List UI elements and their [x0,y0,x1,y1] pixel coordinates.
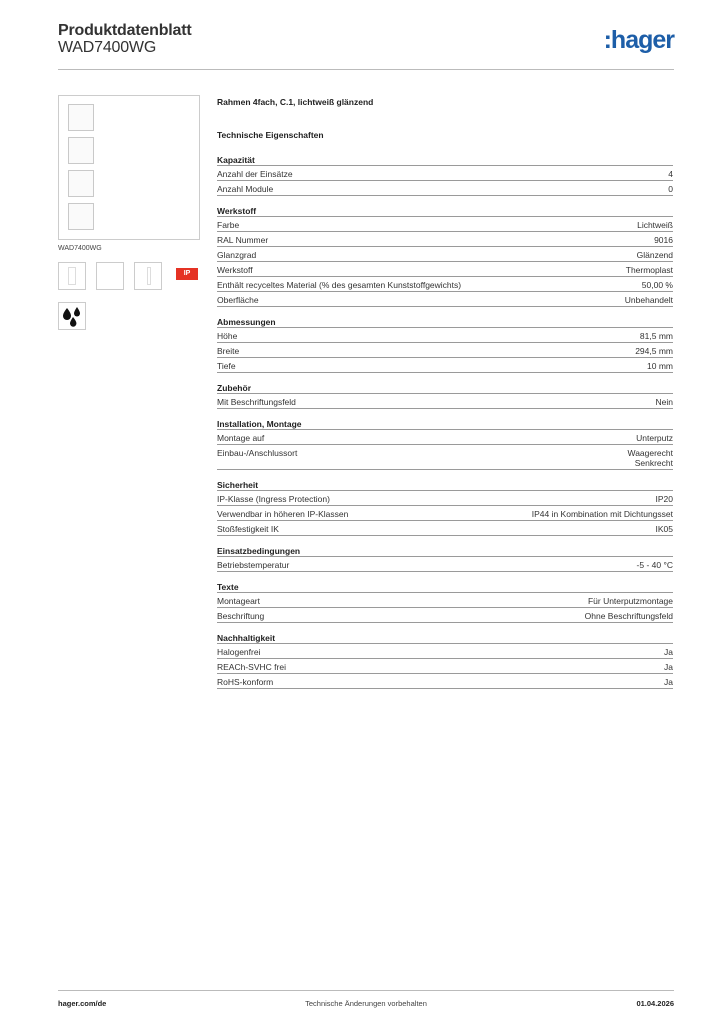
spec-value-line: Unbehandelt [624,295,673,305]
spec-row [217,557,673,572]
spec-value-line: IP44 in Kombination mit Dichtungsset [531,509,673,519]
spec-section [217,633,673,689]
spec-section [217,546,673,572]
footer-website-link[interactable]: hager.com/de [58,999,107,1008]
spec-section [217,419,673,470]
spec-row [217,608,673,623]
spec-value [654,235,673,245]
spec-section [217,206,673,307]
spec-value-line: 81,5 mm [639,331,673,341]
spec-value-line: 9016 [654,235,673,245]
spec-value-line: Senkrecht [634,458,673,468]
spec-row [217,181,673,196]
section-title: Kapazität [217,155,673,166]
spec-row [217,217,673,232]
spec-value [668,184,673,194]
spec-section [217,155,673,196]
spec-value [664,662,673,672]
spec-value [637,560,673,570]
spec-row [217,593,673,608]
spec-value [664,647,673,657]
spec-value-line: Lichtweiß [637,220,673,230]
spec-value [637,250,673,260]
spec-label: Betriebstemperatur [217,560,290,570]
spec-label: Anzahl Module [217,184,274,194]
spec-value [585,611,673,621]
spec-value-line: Thermoplast [625,265,673,275]
spec-value-line: Ja [664,677,673,687]
spec-value [668,169,673,179]
spec-value [636,433,673,443]
spec-value [635,346,673,356]
spec-label: Farbe [217,220,240,230]
spec-value [642,280,673,290]
footer-date: 01.04.2026 [636,999,674,1008]
spec-row [217,292,673,307]
spec-label: Beschriftung [217,611,265,621]
section-title: Nachhaltigkeit [217,633,673,644]
spec-value [664,677,673,687]
product-code: WAD7400WG [58,39,157,56]
spec-value-line: IK05 [655,524,673,534]
frame-thumbnail-icon[interactable] [58,262,86,290]
spec-value [627,448,673,468]
spec-value-line: Für Unterputzmontage [587,596,673,606]
spec-section [217,317,673,373]
ip-rating-icon[interactable]: IP [176,268,198,280]
section-title: Zubehör [217,383,673,394]
section-title: Installation, Montage [217,419,673,430]
spec-label: Höhe [217,331,238,341]
spec-value-line: Nein [655,397,673,407]
spec-label: Halogenfrei [217,647,261,657]
specifications [217,97,673,689]
spec-section [217,582,673,623]
section-title: Texte [217,582,673,593]
spec-value-line: -5 - 40 °C [636,560,673,570]
spec-section [217,383,673,409]
spec-row [217,445,673,470]
spec-label: Montageart [217,596,260,606]
frame-thumbnail-icon[interactable] [134,262,162,290]
spec-value [647,361,673,371]
spec-label: Verwendbar in höheren IP-Klassen [217,509,349,519]
spec-row [217,247,673,262]
spec-value [588,596,673,606]
section-title: Werkstoff [217,206,673,217]
spec-value [640,331,673,341]
frame-module [68,137,94,164]
page-footer [58,990,674,1010]
spec-row [217,674,673,689]
product-name: Rahmen 4fach, C.1, lichtweiß glänzend [217,97,374,107]
spec-value [625,295,673,305]
frame-module [68,203,94,230]
spec-row [217,166,673,181]
spec-value-line: 50,00 % [641,280,673,290]
spec-row [217,358,673,373]
spec-value [532,509,673,519]
spec-value-line: Ohne Beschriftungsfeld [584,611,673,621]
spec-value-line: Unterputz [636,433,673,443]
spec-value-line: Ja [664,647,673,657]
spec-value [656,494,674,504]
spec-value [656,524,674,534]
spec-label: REACh-SVHC frei [217,662,286,672]
spec-value [637,220,673,230]
spec-label: Anzahl der Einsätze [217,169,293,179]
product-image[interactable] [58,95,200,240]
spec-sections [217,155,673,689]
spec-value-line: Glänzend [636,250,673,260]
spec-label: Enthält recyceltes Material (% des gesamten Kunststoffgewichts) [217,280,462,290]
spec-label: Breite [217,346,240,356]
spec-label: Stoßfestigkeit IK [217,524,279,534]
spec-row [217,521,673,536]
spec-label: IP-Klasse (Ingress Protection) [217,494,330,504]
spec-label: Montage auf [217,433,265,443]
spec-label: Werkstoff [217,265,253,275]
technical-properties-heading: Technische Eigenschaften [217,130,324,140]
spec-label: RAL Nummer [217,235,269,245]
spec-row [217,659,673,674]
spec-value-line: Ja [664,662,673,672]
frame-module [68,104,94,131]
spec-row [217,394,673,409]
spec-value-line: 10 mm [647,361,673,371]
frame-thumbnail-icon[interactable] [96,262,124,290]
spec-row [217,328,673,343]
spec-value [656,397,673,407]
spec-row [217,644,673,659]
spec-row [217,262,673,277]
footer-notice: Technische Änderungen vorbehalten [305,999,427,1008]
spec-value-line: IP20 [655,494,673,504]
spec-label: Tiefe [217,361,236,371]
spec-label: Einbau-/Anschlussort [217,448,298,458]
spec-row [217,430,673,445]
spec-row [217,491,673,506]
spec-value-line: 294,5 mm [635,346,673,356]
image-caption: WAD7400WG [58,245,102,252]
spec-row [217,277,673,292]
spec-label: RoHS-konform [217,677,274,687]
document-title: Produktdatenblatt [58,22,192,39]
spec-row [217,232,673,247]
spec-label: Glanzgrad [217,250,257,260]
hager-logo[interactable]: :hager [603,26,674,54]
spec-section [217,480,673,536]
section-title: Sicherheit [217,480,673,491]
spec-label: Mit Beschriftungsfeld [217,397,296,407]
spec-value [626,265,673,275]
section-title: Abmessungen [217,317,673,328]
spec-value-line: Waagerecht [627,448,673,458]
spec-row [217,343,673,358]
water-drops-icon[interactable] [58,302,86,330]
spec-label: Oberfläche [217,295,259,305]
frame-module [68,170,94,197]
spec-value-line: 0 [668,184,673,194]
page-header [58,22,674,70]
section-title: Einsatzbedingungen [217,546,673,557]
spec-value-line: 4 [668,169,673,179]
spec-row [217,506,673,521]
